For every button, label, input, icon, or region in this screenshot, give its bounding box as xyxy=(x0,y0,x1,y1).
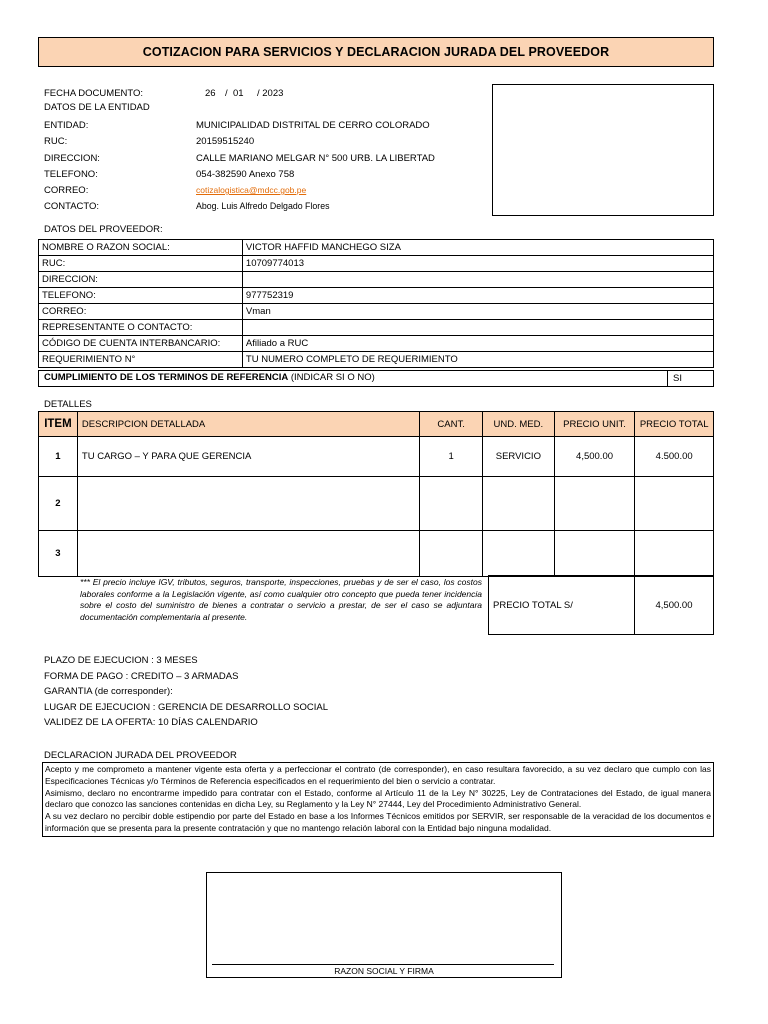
declaracion-paragraph: Asimismo, declaro no encontrarme impedido para contratar con el Estado, conforme al Artículo 11 de la Ley N° 30225, Ley de Contrataciones del Estado, de igual manera declaro que conozco las sanciones contenidas en dicha Ley, su Reglamento y la Ley N° 27444, Ley del Procedimiento Administrativo General. xyxy=(45,787,711,810)
item-pt[interactable] xyxy=(635,531,714,577)
table-row xyxy=(39,352,714,368)
table-row xyxy=(39,256,714,272)
item-number: 1 xyxy=(39,437,78,477)
header-und: UND. MED. xyxy=(482,412,554,437)
table-row xyxy=(39,437,714,477)
item-number: 2 xyxy=(39,477,78,531)
table-row xyxy=(39,288,714,304)
header-desc: DESCRIPCION DETALLADA xyxy=(77,412,419,437)
declaracion-title: DECLARACION JURADA DEL PROVEEDOR xyxy=(44,750,237,761)
table-row xyxy=(39,240,714,256)
entidad-label: ENTIDAD: xyxy=(44,120,89,131)
proveedor-value[interactable]: 10709774013 xyxy=(242,256,713,272)
proveedor-value[interactable] xyxy=(242,272,713,288)
item-und[interactable] xyxy=(482,531,554,577)
entidad-direccion-label: DIRECCION: xyxy=(44,153,100,164)
table-row xyxy=(39,477,714,531)
garantia: GARANTIA (de corresponder): xyxy=(44,686,173,697)
entidad-contacto-value: Abog. Luis Alfredo Delgado Flores xyxy=(196,201,330,211)
entidad-value: MUNICIPALIDAD DISTRITAL DE CERRO COLORADO xyxy=(196,120,430,131)
signature-line xyxy=(212,964,554,965)
cumplimiento-value[interactable]: SI xyxy=(667,370,712,387)
item-pt[interactable]: 4.500.00 xyxy=(635,437,714,477)
item-desc[interactable] xyxy=(77,531,419,577)
table-header-row xyxy=(39,412,714,437)
proveedor-value[interactable]: Afiliado a RUC xyxy=(242,336,713,352)
entidad-ruc-value: 20159515240 xyxy=(196,136,255,147)
proveedor-label: NOMBRE O RAZON SOCIAL: xyxy=(39,240,243,256)
item-pu[interactable] xyxy=(554,531,635,577)
entidad-telefono-label: TELEFONO: xyxy=(44,169,98,180)
detalles-section-title: DETALLES xyxy=(44,399,92,410)
logo-placeholder-box xyxy=(492,84,714,216)
item-pu[interactable]: 4,500.00 xyxy=(554,437,635,477)
header-cant: CANT. xyxy=(420,412,483,437)
total-label: PRECIO TOTAL S/ xyxy=(493,600,573,611)
total-value[interactable]: 4,500.00 xyxy=(655,600,693,611)
proveedor-value[interactable]: TU NUMERO COMPLETO DE REQUERIMIENTO xyxy=(242,352,713,368)
table-row xyxy=(39,304,714,320)
declaracion-box xyxy=(42,762,714,837)
proveedor-label: DIRECCION: xyxy=(39,272,243,288)
cumplimiento-label xyxy=(44,372,375,383)
proveedor-label: REQUERIMIENTO N° xyxy=(39,352,243,368)
item-cant[interactable] xyxy=(420,531,483,577)
proveedor-section-title: DATOS DEL PROVEEDOR: xyxy=(44,224,163,235)
proveedor-value[interactable]: 977752319 xyxy=(242,288,713,304)
entidad-correo-label: CORREO: xyxy=(44,185,89,196)
item-desc[interactable]: TU CARGO – Y PARA QUE GERENCIA xyxy=(77,437,419,477)
document-title: COTIZACION PARA SERVICIOS Y DECLARACION JURADA DEL PROVEEDOR xyxy=(38,37,714,67)
fecha-label: FECHA DOCUMENTO: xyxy=(44,88,144,99)
forma-pago: FORMA DE PAGO : CREDITO – 3 ARMADAS xyxy=(44,670,239,682)
cumplimiento-bold: CUMPLIMIENTO DE LOS TERMINOS DE REFERENCIA xyxy=(44,372,289,383)
signature-label: RAZON SOCIAL Y FIRMA xyxy=(334,966,434,976)
proveedor-label: CÓDIGO DE CUENTA INTERBANCARIO: xyxy=(39,336,243,352)
proveedor-label: TELEFONO: xyxy=(39,288,243,304)
item-pt[interactable] xyxy=(635,477,714,531)
item-cant[interactable] xyxy=(420,477,483,531)
header-pt: PRECIO TOTAL xyxy=(635,412,714,437)
table-row xyxy=(39,336,714,352)
lugar-ejecucion: LUGAR DE EJECUCION : GERENCIA DE DESARROLLO SOCIAL xyxy=(44,701,329,713)
entidad-contacto-label: CONTACTO: xyxy=(44,201,100,212)
table-row xyxy=(39,531,714,577)
price-note: *** El precio incluye IGV, tributos, seguros, transporte, inspecciones, pruebas y de ser el caso, los costos laborales conforme a la Legislación vigente, así como cualquier otro concepto que pueda tener incidencia sobre el costo del suministro de bienes a contratar o servicio a prestar, de ser el caso se adjuntara documentación complementaria al presente. xyxy=(80,577,482,623)
entidad-correo-link[interactable]: cotizalogistica@mdcc.gob.pe xyxy=(196,185,307,195)
table-row xyxy=(39,320,714,336)
signature-box[interactable] xyxy=(206,872,562,978)
validez-oferta: VALIDEZ DE LA OFERTA: 10 DÍAS CALENDARIO xyxy=(44,717,258,728)
declaracion-paragraph: A su vez declaro no percibir doble estipendio por parte del Estado en base a los Informes Técnicos emitidos por SERVIR, ser responsable de la veracidad de los documentos e información que se presenta para la presente contratación y que no mantengo relación laboral con la Entidad bajo ninguna modalidad. xyxy=(45,811,711,833)
item-desc[interactable] xyxy=(77,477,419,531)
item-und[interactable]: SERVICIO xyxy=(482,437,554,477)
entidad-direccion-value: CALLE MARIANO MELGAR N° 500 URB. LA LIBERTAD xyxy=(196,153,435,164)
item-number: 3 xyxy=(39,531,78,577)
item-cant[interactable]: 1 xyxy=(420,437,483,477)
proveedor-value[interactable]: VICTOR HAFFID MANCHEGO SIZA xyxy=(242,240,713,256)
proveedor-label: RUC: xyxy=(39,256,243,272)
header-item: ITEM xyxy=(39,412,78,437)
proveedor-value[interactable] xyxy=(242,320,713,336)
table-row xyxy=(39,272,714,288)
entidad-section-title: DATOS DE LA ENTIDAD xyxy=(44,102,150,113)
header-pu: PRECIO UNIT. xyxy=(554,412,635,437)
proveedor-table xyxy=(38,239,714,368)
terms-block xyxy=(44,655,328,733)
fecha-day: 26 xyxy=(205,88,216,99)
proveedor-value[interactable]: Vman xyxy=(242,304,713,320)
proveedor-label: REPRESENTANTE O CONTACTO: xyxy=(39,320,243,336)
declaracion-paragraph: Acepto y me comprometo a mantener vigente esta oferta y a perfeccionar el contrato (de corresponder), en caso resultara favorecido, a su vez declaro que cumplo con las Especificaciones Técnicas y/o Términos de Referencia especificados en el requerimiento del bien o servicio a contratar. xyxy=(45,764,711,786)
fecha-year: / 2023 xyxy=(257,88,284,99)
detalles-table xyxy=(38,411,714,577)
fecha-month: 01 xyxy=(233,88,244,99)
entidad-telefono-value: 054-382590 Anexo 758 xyxy=(196,169,295,180)
plazo-ejecucion: PLAZO DE EJECUCION : 3 MESES xyxy=(44,655,198,666)
item-pu[interactable] xyxy=(554,477,635,531)
entidad-ruc-label: RUC: xyxy=(44,136,68,147)
fecha-sep: / xyxy=(225,88,228,99)
proveedor-label: CORREO: xyxy=(39,304,243,320)
item-und[interactable] xyxy=(482,477,554,531)
cumplimiento-note: (INDICAR SI O NO) xyxy=(288,372,375,383)
